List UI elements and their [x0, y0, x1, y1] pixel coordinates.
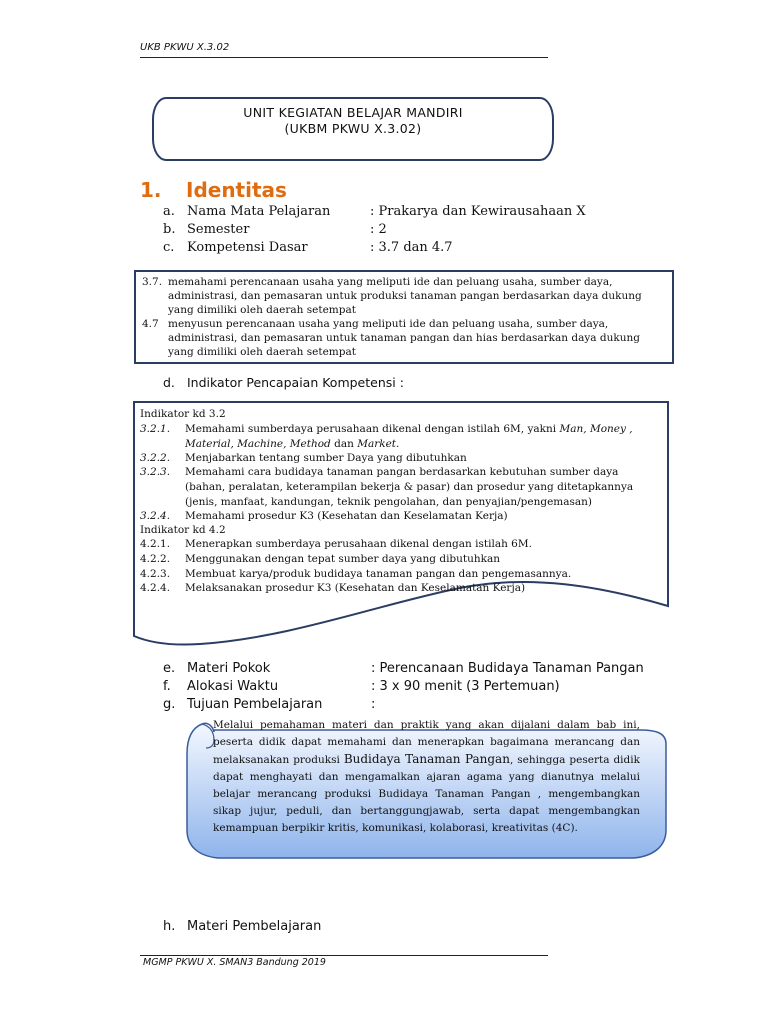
item-text: (bahan, peralatan, keterampilan bekerja & pasar) dan prosedur yang ditetapkannya: [185, 481, 634, 493]
materi-pembelajaran-row: [163, 918, 563, 936]
item-text: Memahami prosedur K3 (Kesehatan dan Keselamatan Kerja): [185, 510, 508, 522]
tujuan-text-part: Melalui pemahaman materi dan praktik yang akan dijalani dalam bab ini, peserta didik dapat memahami dan menerapkan bagaimana merancang dan melaksanakan produksi: [213, 719, 640, 766]
identity-row: [163, 221, 663, 239]
item-number: 3.2.4.: [140, 510, 171, 522]
row-value: : Prakarya dan Kewirausahaan X: [370, 204, 586, 219]
item-text-italic: Man, Money ,: [559, 423, 633, 435]
kd-number: 4.7: [142, 318, 159, 330]
kd-line: memahami perencanaan usaha yang meliputi ide dan peluang usaha, sumber daya,: [168, 276, 613, 288]
item-text: Melaksanakan prosedur K3 (Kesehatan dan Keselamatan Kerja): [185, 582, 526, 594]
item-text: Menjabarkan tentang sumber Daya yang dibutuhkan: [185, 452, 467, 464]
banner-line-1: UNIT KEGIATAN BELAJAR MANDIRI: [243, 105, 463, 120]
section-number: 1.: [140, 178, 162, 202]
item-text: Membuat karya/produk budidaya tanaman pangan dan pengemasannya.: [185, 568, 572, 580]
item-text: Memahami cara budidaya tanaman pangan berdasarkan kebutuhan sumber daya: [185, 466, 619, 478]
footer-rule: [140, 955, 548, 956]
row-value: : Perencanaan Budidaya Tanaman Pangan: [371, 661, 644, 676]
row-label: Indikator Pencapaian Kompetensi :: [187, 375, 404, 390]
row-value: : 3.7 dan 4.7: [370, 240, 453, 255]
item-text-italic: Material, Machine, Method: [185, 438, 331, 450]
kd-number: 3.7.: [142, 276, 163, 288]
row-label: Alokasi Waktu: [187, 679, 279, 694]
kd-line: administrasi, dan pemasaran untuk tanaman pangan dan hias berdasarkan daya dukung: [168, 332, 640, 344]
header-rule: [140, 57, 548, 58]
kd-line: administrasi, dan pemasaran untuk produksi tanaman pangan berdasarkan daya dukung: [168, 290, 642, 302]
row-letter: b.: [163, 222, 176, 237]
kd-line: yang dimiliki oleh daerah setempat: [168, 304, 356, 316]
row-value: :: [371, 697, 376, 712]
item-number: 3.2.2.: [140, 452, 171, 464]
identity-row: [163, 660, 683, 678]
item-number: 4.2.4.: [140, 582, 171, 594]
identity-list-2: [163, 660, 683, 714]
identity-list: [163, 203, 663, 257]
section-title-text: Identitas: [186, 178, 287, 202]
item-text: Memahami sumberdaya perusahaan dikenal dengan istilah 6M, yakni: [185, 423, 560, 435]
indikator-heading: Indikator kd 3.2: [140, 408, 226, 420]
row-value: : 3 x 90 menit (3 Pertemuan): [371, 679, 560, 694]
row-letter: a.: [163, 204, 175, 219]
footer-text: MGMP PKWU X. SMAN3 Bandung 2019: [143, 957, 326, 968]
identity-row: [163, 203, 663, 221]
section-title: [140, 178, 287, 202]
title-banner: [152, 97, 554, 161]
row-letter: h.: [163, 919, 176, 934]
identity-row: [163, 239, 663, 257]
row-letter: d.: [163, 375, 175, 390]
item-text: dan: [330, 438, 358, 450]
row-letter: g.: [163, 697, 176, 712]
item-number: 3.2.3.: [140, 466, 171, 478]
item-number: 4.2.2.: [140, 553, 171, 565]
kd-line: menyusun perencanaan usaha yang meliputi ide dan peluang usaha, sumber daya,: [168, 318, 609, 330]
item-text-italic: Market.: [357, 438, 400, 450]
item-text: Menerapkan sumberdaya perusahaan dikenal dengan istilah 6M.: [185, 538, 532, 550]
tujuan-text: [213, 717, 640, 837]
item-number: 4.2.3.: [140, 568, 171, 580]
row-letter: c.: [163, 240, 175, 255]
identity-row: [163, 678, 683, 696]
row-value: : 2: [370, 222, 387, 237]
indikator-title: [163, 375, 404, 390]
tujuan-text-emphasis: Budidaya Tanaman Pangan: [343, 752, 510, 766]
identity-row: [163, 696, 683, 714]
row-label: Semester: [187, 222, 250, 237]
item-text: Menggunakan dengan tepat sumber daya yang dibutuhkan: [185, 553, 501, 565]
header-doc-code: UKB PKWU X.3.02: [140, 42, 230, 53]
row-label: Materi Pokok: [187, 661, 271, 676]
indikator-heading: Indikator kd 4.2: [140, 524, 226, 536]
item-number: 3.2.1.: [140, 423, 171, 435]
row-letter: f.: [163, 679, 171, 694]
row-label: Materi Pembelajaran: [187, 919, 322, 934]
kompetensi-dasar-box: [134, 270, 674, 364]
item-number: 4.2.1.: [140, 538, 171, 550]
row-label: Nama Mata Pelajaran: [187, 204, 331, 219]
row-label: Kompetensi Dasar: [187, 240, 308, 255]
banner-line-2: (UKBM PKWU X.3.02): [284, 121, 422, 136]
item-text: (jenis, manfaat, kandungan, teknik pengolahan, dan penyajian/pengemasan): [185, 496, 593, 508]
row-letter: e.: [163, 661, 176, 676]
kd-line: yang dimiliki oleh daerah setempat: [168, 346, 356, 358]
tujuan-text-part: , sehingga peserta didik dapat menghayati dan mengamalkan ajaran agama yang dianutnya melalui belajar merancang produksi Budidaya Tanaman Pangan , mengembangkan sikap jujur, peduli, dan bertanggungjawab, serta dapat mengembangkan kemampuan berpikir kritis, komunikasi, kolaborasi, kreativitas (4C).: [213, 754, 640, 834]
row-label: Tujuan Pembelajaran: [187, 697, 323, 712]
